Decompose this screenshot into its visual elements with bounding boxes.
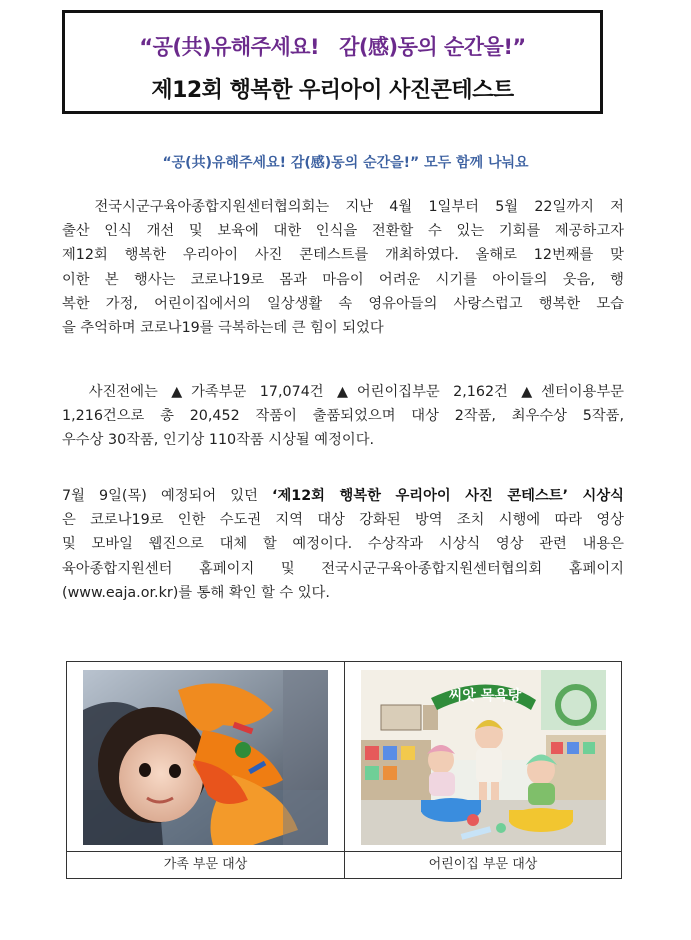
ceremony-title: ‘제12회 행복한 우리아이 사진 콘테스트’ 시상식 <box>272 488 624 504</box>
paragraph-entries <box>62 380 624 453</box>
table-divider <box>344 662 345 878</box>
paragraph-line: 우수상 30작품, 인기상 110작품 시상될 예정이다. <box>62 432 375 449</box>
photo-table <box>66 661 622 879</box>
title-slogan-part2: 감(感)동의 순간을!” <box>339 35 526 59</box>
paragraph-intro <box>62 195 624 340</box>
paragraph-line: 1,216건으로 총 20,452 작품이 출품되었으며 대상 2작품, 최우수상 5작품, <box>62 408 624 425</box>
family-award-caption: 가족 부문 대상 <box>163 857 248 872</box>
paragraph-line: 사진전에는 ▲가족부문 17,074건 ▲어린이집부문 2,162건 ▲센터이용부문 <box>62 384 624 400</box>
paragraph-line: (www.eaja.or.kr)를 통해 확인 할 수 있다. <box>62 584 330 601</box>
title-slogan <box>65 31 600 61</box>
page-title: 제12회 행복한 우리아이 사진콘테스트 <box>151 78 514 103</box>
paragraph-line: 이한 본 행사는 코로나19로 몸과 마음이 어려운 시기를 아이들의 웃음, 행 <box>62 271 624 288</box>
family-award-photo <box>83 670 328 845</box>
daycare-award-caption: 어린이집 부문 대상 <box>428 857 538 872</box>
paragraph-line: 복한 가정, 어린이집에서의 일상생활 속 영유아들의 사랑스럽고 행복한 모습 <box>62 295 624 312</box>
paragraph-line: 및 모바일 웹진으로 대체 할 예정이다. 수상작과 시상식 영상 관련 내용은 <box>62 536 624 553</box>
paragraph-line: 전국시군구육아종합지원센터협의회는 지난 4월 1일부터 5월 22일까지 저 <box>62 199 624 215</box>
title-slogan-part1: “공(共)유해주세요! <box>139 35 320 59</box>
paragraph-line: 출산 인식 개선 및 보육에 대한 인식을 전환할 수 있는 기회를 제공하고자 <box>62 223 624 240</box>
banner-text: 씨앗 목욕탕 <box>448 688 522 704</box>
daycare-award-photo <box>361 670 606 845</box>
paragraph-ceremony <box>62 484 624 605</box>
paragraph-line-text: 7월 9일(목) 예정되어 있던 <box>62 488 273 504</box>
subtitle: “공(共)유해주세요! 감(感)동의 순간을!” 모두 함께 나눠요 <box>162 155 529 171</box>
title-box <box>62 10 603 114</box>
paragraph-line: 육아종합지원센터 홈페이지 및 전국시군구육아종합지원센터협의회 홈페이지 <box>62 560 624 577</box>
paragraph-line: 은 코로나19로 인한 수도권 지역 대상 강화된 방역 조치 시행에 따라 영상 <box>62 512 624 529</box>
paragraph-line <box>62 484 624 508</box>
paragraph-line: 제12회 행복한 우리아이 사진 콘테스트를 개최하였다. 올해로 12번째를 맞 <box>62 247 624 264</box>
paragraph-line: 을 추억하며 코로나19를 극복하는데 큰 힘이 되었다 <box>62 320 384 337</box>
